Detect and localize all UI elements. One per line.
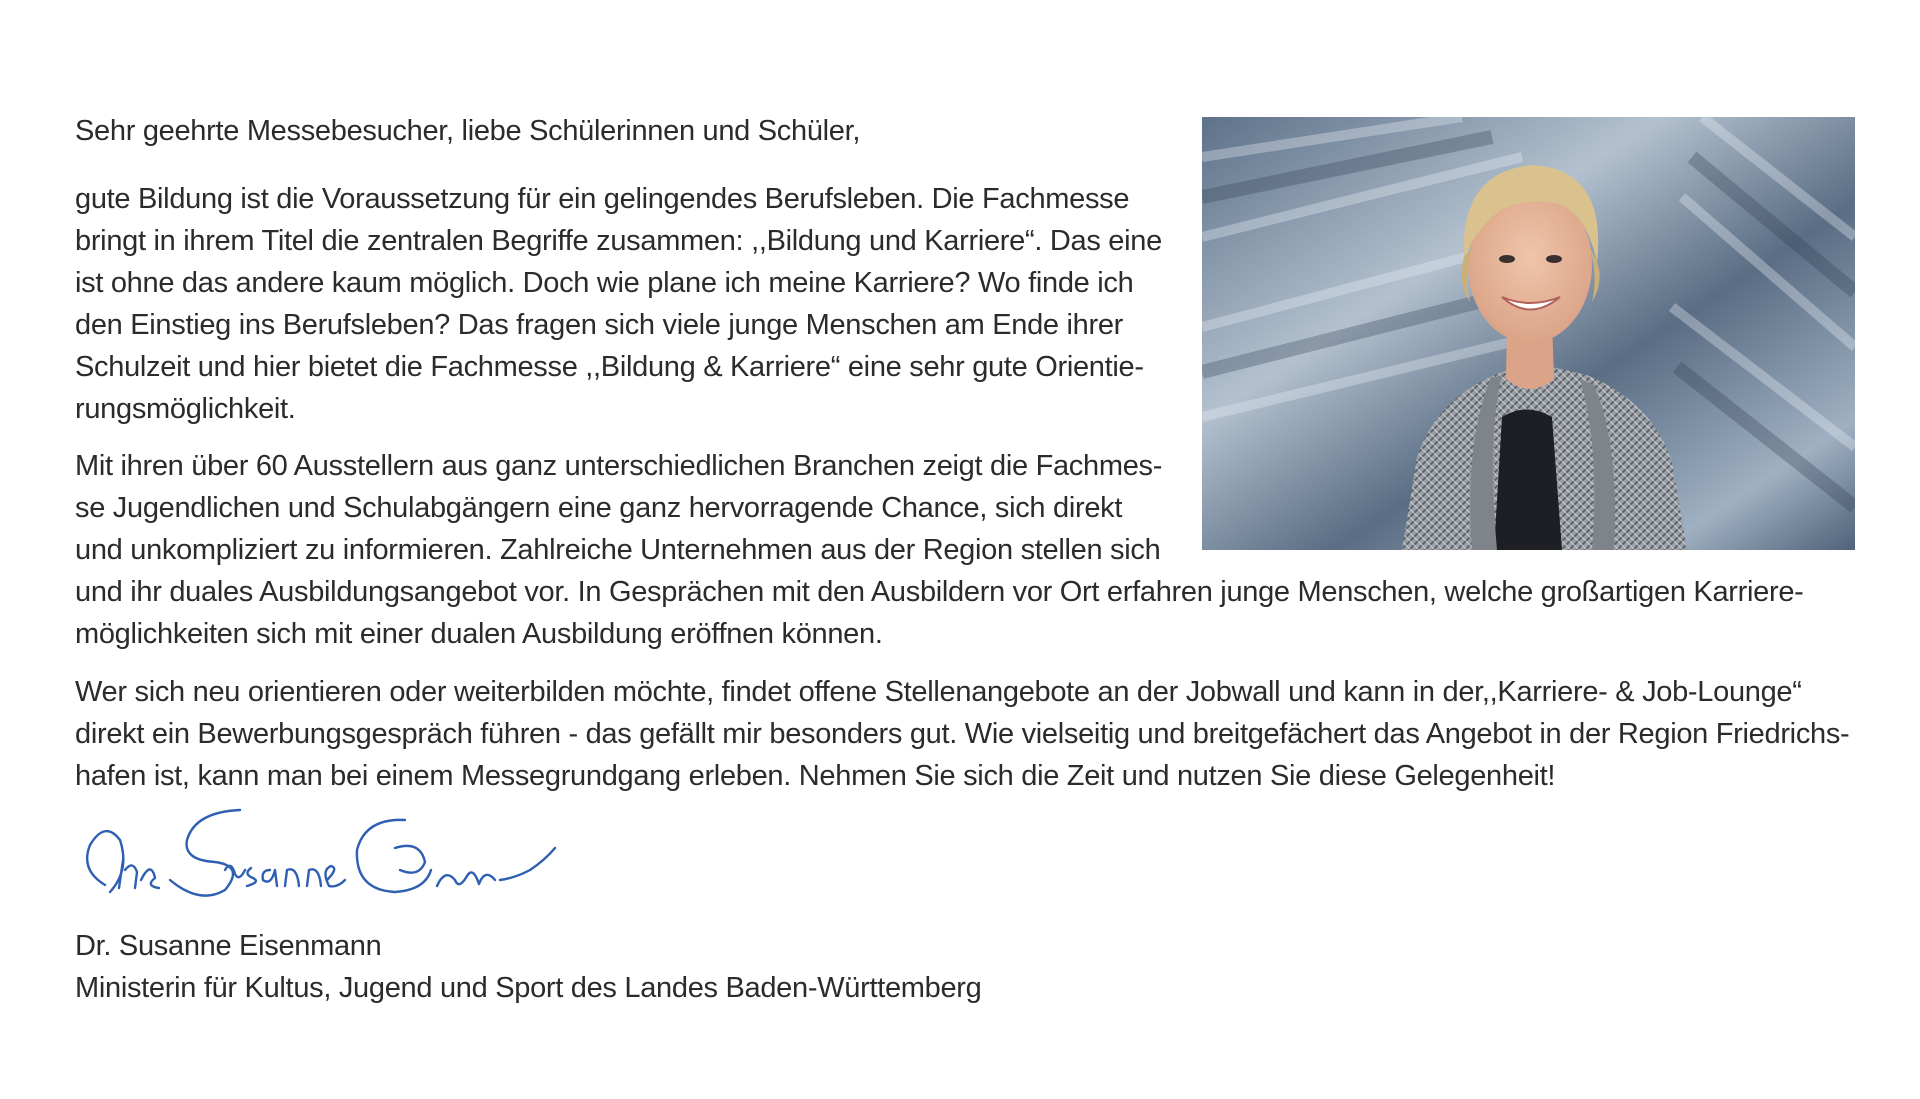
portrait-photo: [1202, 117, 1855, 550]
text-line: hafen ist, kann man bei einem Messegrundgang erleben. Nehmen Sie sich die Zeit und nutzen Sie diese Gelegenheit!: [75, 760, 1556, 792]
signer-title: Ministerin für Kultus, Jugend und Sport des Landes Baden-Württemberg: [75, 972, 982, 1004]
signer-name: Dr. Susanne Eisenmann: [75, 930, 382, 962]
paragraph-1: [75, 178, 1162, 430]
text-line: Schulzeit und hier bietet die Fachmesse ,,Bildung & Karriere“ eine sehr gute Orientie-: [75, 351, 1144, 383]
text-line: und ihr duales Ausbildungsangebot vor. In Gesprächen mit den Ausbildern vor Ort erfahren junge Menschen, welche großartigen Karriere-: [75, 576, 1804, 608]
text-line: direkt ein Bewerbungsgespräch führen - das gefällt mir besonders gut. Wie vielseitig und breitgefächert das Angebot in der Region Friedrichs-: [75, 718, 1850, 750]
text-line: ist ohne das andere kaum möglich. Doch wie plane ich meine Karriere? Wo finde ich: [75, 267, 1134, 299]
salutation: Sehr geehrte Messebesucher, liebe Schülerinnen und Schüler,: [75, 115, 861, 147]
text-line: se Jugendlichen und Schulabgängern eine ganz hervorragende Chance, sich direkt: [75, 492, 1123, 524]
text-line: möglichkeiten sich mit einer dualen Ausbildung eröffnen können.: [75, 618, 883, 650]
text-line: gute Bildung ist die Voraussetzung für ein gelingendes Berufsleben. Die Fachmesse: [75, 183, 1130, 215]
paragraph-3: [75, 671, 1849, 797]
handwritten-signature: [75, 800, 575, 910]
signature-block: [75, 925, 982, 1009]
text-line: rungsmöglichkeit.: [75, 393, 296, 425]
text-line: Mit ihren über 60 Ausstellern aus ganz unterschiedlichen Branchen zeigt die Fachmes-: [75, 450, 1163, 482]
text-line: den Einstieg ins Berufsleben? Das fragen sich viele junge Menschen am Ende ihrer: [75, 309, 1124, 341]
text-line: und unkompliziert zu informieren. Zahlreiche Unternehmen aus der Region stellen sich: [75, 534, 1161, 566]
portrait-illustration: [1202, 117, 1855, 550]
text-line: Wer sich neu orientieren oder weiterbilden möchte, findet offene Stellenangebote an der Jobwall und kann in der,,Karriere- & Job-Lounge“: [75, 676, 1802, 708]
text-line: bringt in ihrem Titel die zentralen Begriffe zusammen: ,,Bildung und Karriere“. Das eine: [75, 225, 1162, 257]
